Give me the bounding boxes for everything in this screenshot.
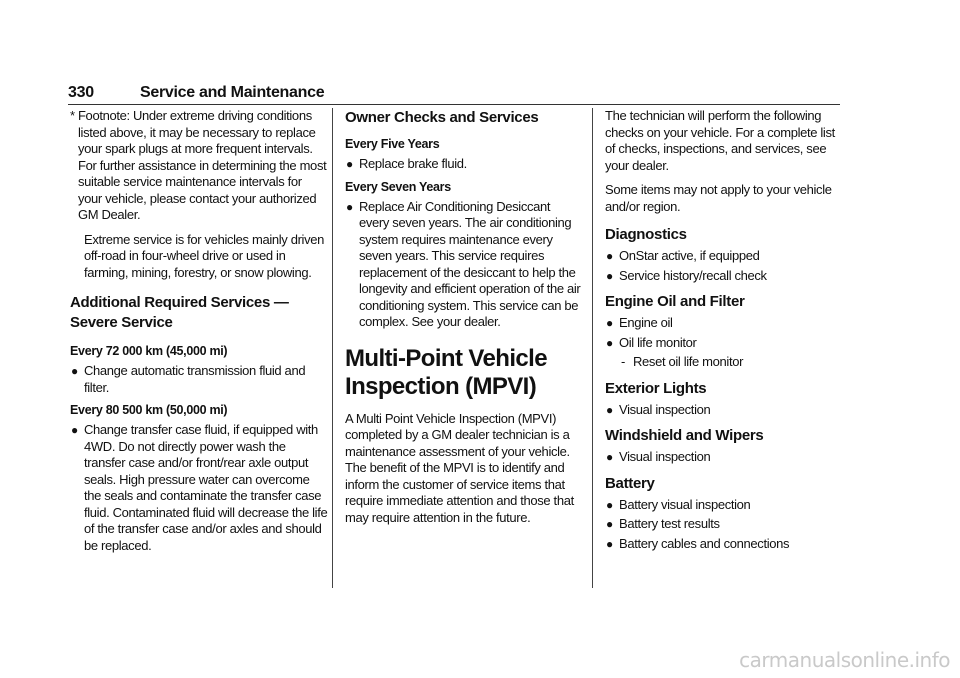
page-header (68, 82, 840, 105)
list-item-text: Service history/recall check (619, 267, 767, 283)
intro-text: The technician will perform the following checks on your vehicle. For a complete list of checks, inspections, and services, see your dealer. (605, 108, 835, 173)
dash-icon: - (621, 354, 625, 369)
watermark: carmanualsonline.info (739, 648, 950, 672)
bullet-icon: ● (71, 423, 78, 437)
list-item-text: Engine oil (619, 315, 673, 330)
column-2 (345, 108, 583, 526)
bullet-icon: ● (606, 450, 613, 464)
column-divider (592, 108, 593, 588)
sub-list-item (605, 354, 845, 371)
bullet-icon: ● (606, 402, 613, 417)
extreme-service-text: Extreme service is for vehicles mainly driven off-road in four-wheel drive or used in farming, mining, forestry, or snow plowing. (84, 231, 324, 280)
column-1 (70, 108, 328, 554)
section-title: Service and Maintenance (140, 84, 325, 101)
battery-heading: Battery (605, 474, 655, 492)
list-item-text: Change transfer case fluid, if equipped with 4WD. Do not directly power wash the transfer case and/or front/rear axle output seals. High pressure water can overcome the seals and contaminate the transfer case fluid. Contaminated fluid will decrease the life of the transfer case and/or axles and should be replaced. (84, 422, 328, 553)
list-item (605, 516, 845, 533)
owner-checks-heading: Owner Checks and Services (345, 109, 539, 126)
list-item-text: Replace brake fluid. (359, 156, 467, 171)
list-item (605, 536, 845, 553)
list-item (605, 315, 845, 332)
column-3 (605, 108, 845, 552)
list-item-text: Battery visual inspection (619, 496, 751, 512)
bullet-icon: ● (606, 517, 613, 531)
list-item-text: Battery cables and connections (619, 535, 790, 551)
bullet-icon: ● (606, 335, 613, 350)
diagnostics-heading: Diagnostics (605, 226, 687, 243)
footnote-text: * Footnote: Under extreme driving conditions listed above, it may be necessary to replace your spark plugs at more frequent intervals. For further assistance in determining the most suitable service maintenance intervals for your vehicle, please contact your authorized GM Dealer. (70, 108, 327, 222)
bullet-icon: ● (346, 199, 353, 214)
list-item (605, 335, 845, 352)
region-note: Some items may not apply to your vehicle and/or region. (605, 182, 832, 214)
column-divider (332, 108, 333, 588)
list-item-text: Battery test results (619, 516, 720, 531)
list-item-text: OnStar active, if equipped (619, 248, 760, 263)
list-item (605, 248, 845, 265)
list-item-text: Change automatic transmission fluid and filter. (84, 363, 306, 395)
interval-heading: Every Five Years (345, 137, 440, 151)
list-item (70, 422, 328, 554)
list-item (345, 156, 583, 173)
list-item-text: Oil life monitor (619, 334, 697, 350)
exterior-lights-heading: Exterior Lights (605, 379, 707, 397)
list-item (605, 449, 845, 466)
bullet-icon: ● (606, 497, 613, 512)
list-item-text: Replace Air Conditioning Desiccant every seven years. The air conditioning system requires maintenance every seven years. This service requires replacement of the desiccant to help the longevity and efficient operation of the air conditioning system. This service can be complex. See your dealer. (359, 198, 581, 329)
bullet-icon: ● (606, 268, 613, 283)
sub-list-item-text: Reset oil life monitor (633, 354, 744, 369)
list-item (605, 402, 845, 419)
bullet-icon: ● (606, 249, 613, 263)
list-item (70, 363, 328, 396)
interval-heading: Every 80 500 km (50,000 mi) (70, 403, 228, 417)
engine-oil-heading: Engine Oil and Filter (605, 293, 745, 310)
page-number: 330 (68, 84, 94, 101)
windshield-heading: Windshield and Wipers (605, 427, 764, 444)
bullet-icon: ● (71, 364, 78, 378)
interval-heading: Every 72 000 km (45,000 mi) (70, 344, 228, 358)
bullet-icon: ● (346, 157, 353, 171)
bullet-icon: ● (606, 316, 613, 330)
list-item (605, 497, 845, 514)
interval-heading: Every Seven Years (345, 179, 451, 194)
mpvi-body-text: A Multi Point Vehicle Inspection (MPVI) completed by a GM dealer technician is a maintenance assessment of your vehicle. The benefit of the MPVI is to identify and inform the customer of service items that require immediate attention and those that may require attention in the future. (345, 410, 574, 525)
list-item-text: Visual inspection (619, 401, 711, 417)
bullet-icon: ● (606, 536, 613, 551)
list-item-text: Visual inspection (619, 449, 711, 464)
list-item (345, 199, 583, 331)
severe-service-heading: Additional Required Services — Severe Service (70, 294, 289, 331)
list-item (605, 268, 845, 285)
mpvi-heading: Multi-Point Vehicle Inspection (MPVI) (345, 344, 547, 400)
